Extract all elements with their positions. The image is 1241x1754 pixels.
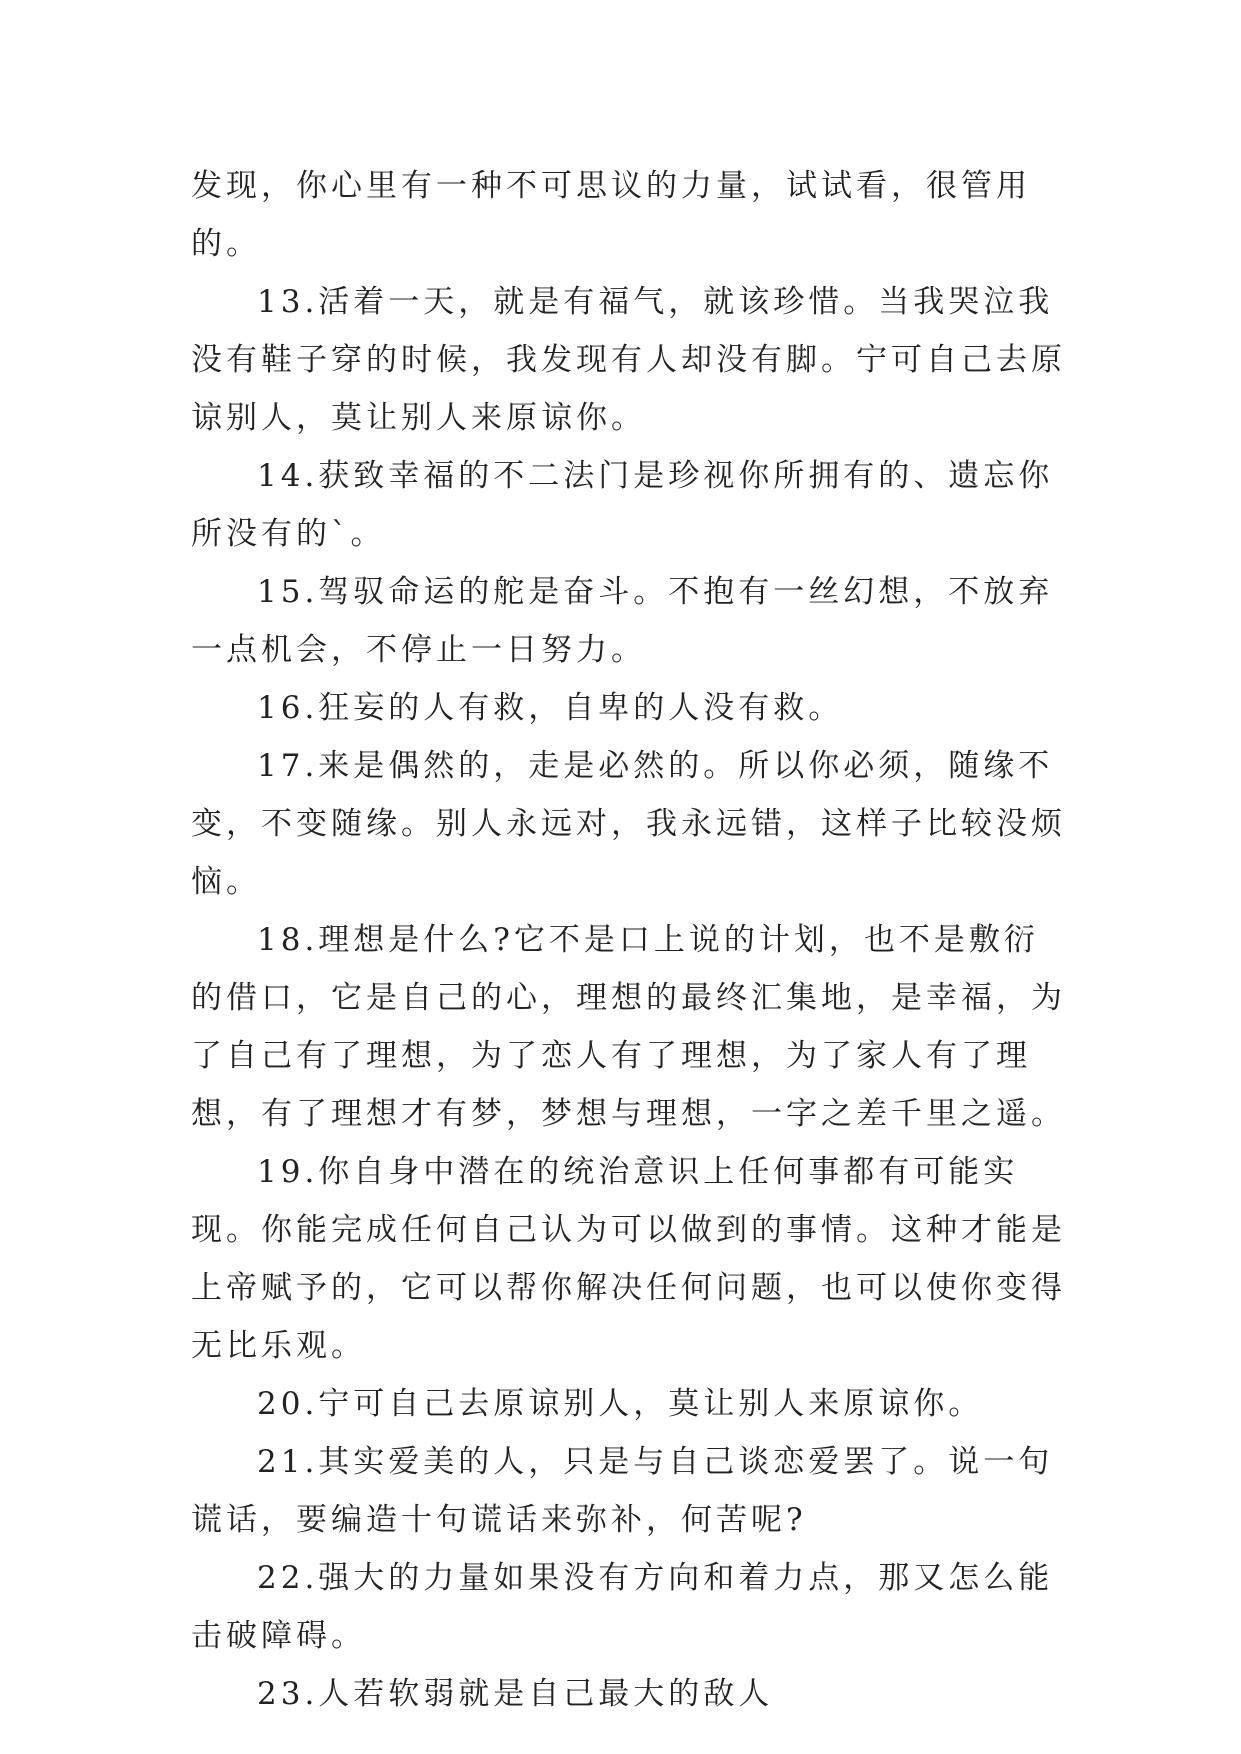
paragraph-18: 18.理想是什么?它不是口上说的计划，也不是敷衍的借口，它是自己的心，理想的最终汇集地，是幸福，为了自己有了理想，为了恋人有了理想，为了家人有了理想，有了理想才有梦，梦想与理想，一字之差千里之遥。 [191, 922, 1066, 1132]
paragraph-22: 22.强大的力量如果没有方向和着力点，那又怎么能击破障碍。 [191, 1560, 1054, 1654]
paragraph-23: 23.人若软弱就是自己最大的敌人 [257, 1676, 774, 1712]
paragraph-13: 13.活着一天，就是有福气，就该珍惜。当我哭泣我没有鞋子穿的时候，我发现有人却没有脚。宁可自己去原谅别人，莫让别人来原谅你。 [191, 284, 1066, 436]
document-body [191, 157, 1071, 1723]
paragraph-19: 19.你自身中潜在的统治意识上任何事都有可能实现。你能完成任何自己认为可以做到的事情。这种才能是上帝赋予的，它可以帮你解决任何问题，也可以使你变得无比乐观。 [191, 1154, 1066, 1364]
paragraph-14: 14.获致幸福的不二法门是珍视你所拥有的、遗忘你所没有的`。 [191, 458, 1054, 552]
paragraph-21: 21.其实爱美的人，只是与自己谈恋爱罢了。说一句谎话，要编造十句谎话来弥补，何苦呢? [191, 1444, 1054, 1538]
paragraph-16: 16.狂妄的人有救，自卑的人没有救。 [257, 690, 844, 726]
paragraph-continuation: 发现，你心里有一种不可思议的力量，试试看，很管用的。 [191, 168, 1031, 262]
paragraph-15: 15.驾驭命运的舵是奋斗。不抱有一丝幻想，不放弃一点机会，不停止一日努力。 [191, 574, 1054, 668]
paragraph-17: 17.来是偶然的，走是必然的。所以你必须，随缘不变，不变随缘。别人永远对，我永远错，这样子比较没烦恼。 [191, 748, 1066, 900]
paragraph-20: 20.宁可自己去原谅别人，莫让别人来原谅你。 [257, 1386, 984, 1422]
